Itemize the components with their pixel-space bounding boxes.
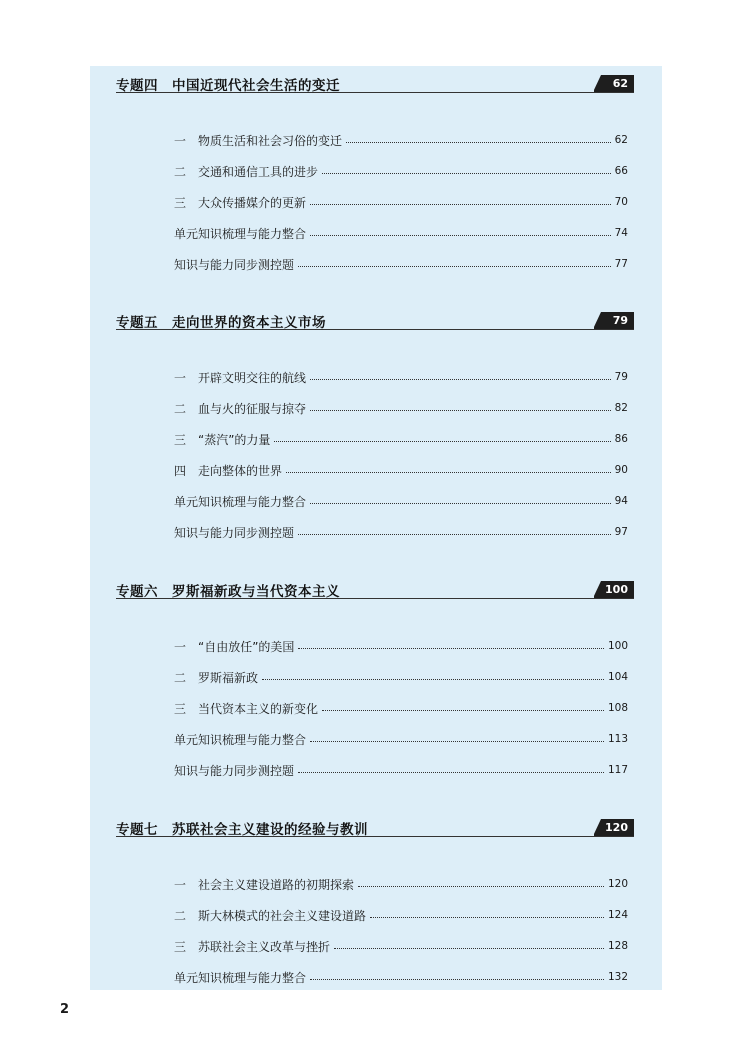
section-header [90, 810, 662, 836]
leader-dots [310, 741, 604, 742]
leader-dots [274, 441, 610, 442]
entry-label: 知识与能力同步测控题 [174, 763, 295, 778]
section-rule [116, 598, 634, 599]
leader-dots [310, 204, 611, 205]
entry-page: 77 [614, 258, 628, 270]
entry-label: 二 血与火的征服与掠夺 [174, 401, 307, 416]
section-header [90, 66, 662, 92]
leader-dots [346, 142, 611, 143]
section-title: 专题七 苏联社会主义建设的经验与教训 [116, 822, 368, 838]
toc-section [90, 810, 662, 985]
entry-page: 79 [614, 371, 628, 383]
entry-page: 100 [607, 640, 628, 652]
section-title: 专题四 中国近现代社会生活的变迁 [116, 78, 340, 94]
leader-dots [310, 410, 611, 411]
toc-entry[interactable] [174, 522, 628, 542]
leader-dots [310, 379, 611, 380]
leader-dots [358, 886, 604, 887]
toc-entry[interactable] [174, 967, 628, 987]
entry-label: 三 大众传播媒介的更新 [174, 195, 307, 210]
toc-section [90, 572, 662, 778]
leader-dots [310, 503, 611, 504]
entry-label: 一 物质生活和社会习俗的变迁 [174, 133, 343, 148]
entry-label: 三 “蒸汽”的力量 [174, 432, 271, 447]
section-rule [116, 92, 634, 93]
section-header [90, 303, 662, 329]
toc-entry[interactable] [174, 161, 628, 181]
toc-entry[interactable] [174, 254, 628, 274]
leader-dots [310, 979, 604, 980]
toc-entry[interactable] [174, 905, 628, 925]
entry-page: 70 [614, 196, 628, 208]
leader-dots [286, 472, 611, 473]
toc-entry[interactable] [174, 130, 628, 150]
toc-entry[interactable] [174, 429, 628, 449]
leader-dots [322, 710, 604, 711]
toc-panel [90, 66, 662, 990]
toc-entry[interactable] [174, 223, 628, 243]
entry-label: 二 斯大林模式的社会主义建设道路 [174, 908, 367, 923]
section-rule [116, 836, 634, 837]
page-number: 2 [60, 1002, 70, 1017]
leader-dots [322, 173, 611, 174]
toc-entry[interactable] [174, 760, 628, 780]
leader-dots [298, 648, 604, 649]
entry-page: 132 [607, 971, 628, 983]
entry-page: 66 [614, 165, 628, 177]
entry-page: 74 [614, 227, 628, 239]
leader-dots [298, 266, 611, 267]
section-header [90, 572, 662, 598]
leader-dots [298, 772, 604, 773]
entry-page: 82 [614, 402, 628, 414]
toc-entry[interactable] [174, 936, 628, 956]
entry-page: 97 [614, 526, 628, 538]
entry-page: 124 [607, 909, 628, 921]
entry-label: 二 罗斯福新政 [174, 670, 259, 685]
entry-label: 三 当代资本主义的新变化 [174, 701, 319, 716]
entry-page: 117 [607, 764, 628, 776]
entry-label: 知识与能力同步测控题 [174, 525, 295, 540]
section-rule [116, 329, 634, 330]
section-title: 专题六 罗斯福新政与当代资本主义 [116, 584, 340, 600]
entry-page: 108 [607, 702, 628, 714]
leader-dots [298, 534, 611, 535]
leader-dots [370, 917, 604, 918]
toc-entry[interactable] [174, 491, 628, 511]
section-start-page: 62 [594, 75, 634, 92]
entry-page: 104 [607, 671, 628, 683]
leader-dots [262, 679, 604, 680]
entry-label: 四 走向整体的世界 [174, 463, 283, 478]
toc-entry[interactable] [174, 729, 628, 749]
toc-entry[interactable] [174, 667, 628, 687]
section-title: 专题五 走向世界的资本主义市场 [116, 315, 326, 331]
entry-label: 二 交通和通信工具的进步 [174, 164, 319, 179]
entry-label: 单元知识梳理与能力整合 [174, 970, 307, 985]
leader-dots [310, 235, 611, 236]
entry-label: 一 社会主义建设道路的初期探索 [174, 877, 355, 892]
entry-label: 一 “自由放任”的美国 [174, 639, 295, 654]
toc-entry[interactable] [174, 698, 628, 718]
entry-label: 三 苏联社会主义改革与挫折 [174, 939, 331, 954]
section-start-page: 79 [594, 312, 634, 329]
toc-entry[interactable] [174, 460, 628, 480]
entry-label: 单元知识梳理与能力整合 [174, 226, 307, 241]
entry-page: 90 [614, 464, 628, 476]
section-start-page: 100 [594, 581, 634, 598]
section-start-page: 120 [594, 819, 634, 836]
toc-entry[interactable] [174, 874, 628, 894]
toc-entry[interactable] [174, 636, 628, 656]
entry-label: 单元知识梳理与能力整合 [174, 732, 307, 747]
entry-label: 单元知识梳理与能力整合 [174, 494, 307, 509]
entry-page: 128 [607, 940, 628, 952]
toc-section [90, 303, 662, 540]
toc-entry[interactable] [174, 367, 628, 387]
toc-entry[interactable] [174, 192, 628, 212]
entry-page: 62 [614, 134, 628, 146]
leader-dots [334, 948, 604, 949]
entry-label: 一 开辟文明交往的航线 [174, 370, 307, 385]
toc-entry[interactable] [174, 398, 628, 418]
entry-page: 86 [614, 433, 628, 445]
entry-label: 知识与能力同步测控题 [174, 257, 295, 272]
toc-section [90, 66, 662, 272]
entry-page: 113 [607, 733, 628, 745]
entry-page: 94 [614, 495, 628, 507]
entry-page: 120 [607, 878, 628, 890]
